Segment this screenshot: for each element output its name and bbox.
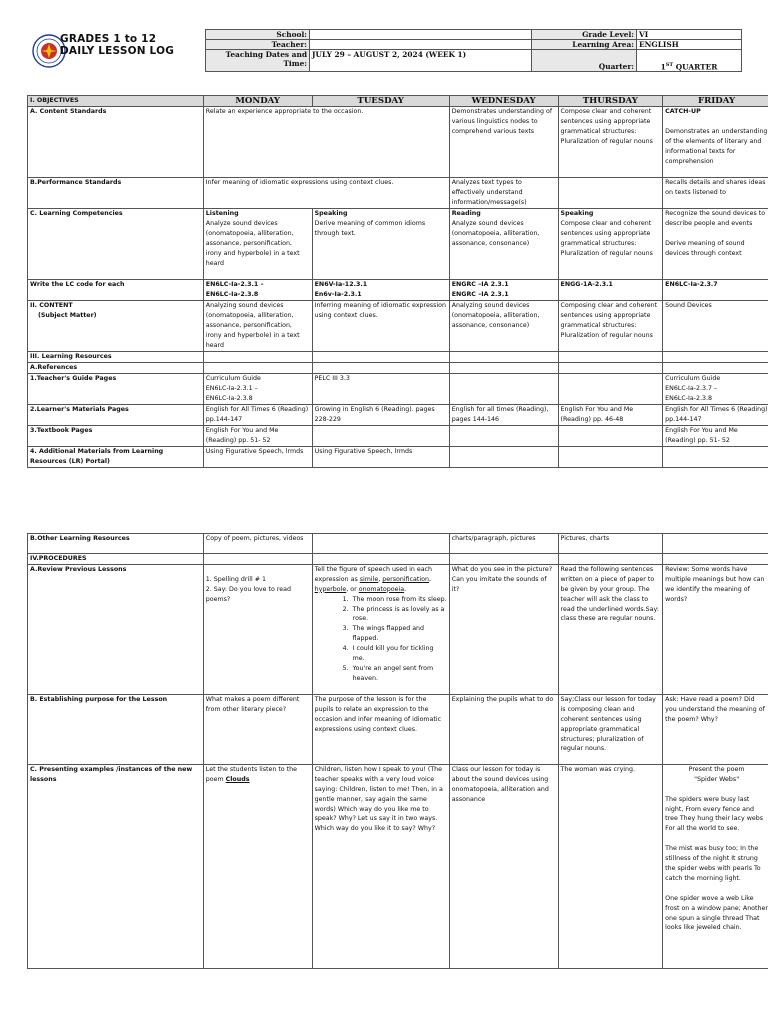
cell-monday	[203, 209, 312, 280]
title-line-1: GRADES 1 to 12	[60, 33, 157, 45]
cell-monday: Copy of poem, pictures, videos	[203, 534, 312, 554]
day-thursday: THURSDAY	[558, 96, 663, 107]
cell-thursday: Say;Class our lesson for today is composing clean and coherent sentences using appropriate grammatical structures; pluralization of regular nouns.	[558, 694, 663, 764]
list-item: 2. The princess is as lovely as a rose.	[351, 605, 447, 625]
school-field[interactable]	[310, 30, 532, 40]
cell-tuesday: Children, listen how I speak to you! (The teacher speaks with a very loud voice saying: Children, listen to me! Then, in a gentle manner, say again the same words) Which way do you like me to speak? Why? Let us say it in two ways. Which way do you like it to say? Why?	[312, 764, 449, 968]
cell-friday: Review: Some words have multiple meanings but how can we identify the meaning of words?	[663, 564, 768, 694]
cell-thursday: Compose clear and coherent sentences using appropriate grammatical structures: Pluralization of regular nouns	[558, 107, 663, 178]
row-label: 4. Additional Materials from Learning Resources (LR) Portal)	[28, 446, 204, 467]
cell-monday: Analyzing sound devices (onomatopoeia, alliteration, assonance, personification, irony and hyperbole) in a text heard	[203, 301, 312, 352]
cell-wednesday: What do you see in the picture? Can you imitate the sounds of it?	[449, 564, 558, 694]
figure-of-speech-list	[315, 595, 447, 684]
friday-competency-1: Recognize the sound devices to describe people and events	[665, 210, 766, 227]
table-row	[28, 446, 768, 467]
cell-wednesday: Analyzing sound devices (onomatopoeia, alliteration, assonance, consonance)	[449, 301, 558, 352]
table-row	[28, 564, 768, 694]
cell-wednesday	[449, 373, 558, 404]
cell-friday: Curriculum Guide EN6LC-Ia-2.3.7 – EN6LC-Ia-2.3.8	[663, 373, 768, 404]
cell-wednesday: ENGRC –IA 2.3.1 ENGRC –IA 2.3.1	[449, 280, 558, 301]
table-row	[28, 301, 768, 352]
row-label: 3.Textbook Pages	[28, 425, 204, 446]
cell-tuesday: EN6V-Ia-12.3.1 En6v-Ia-2.3.1	[312, 280, 449, 301]
table-row	[28, 352, 768, 363]
table-row	[28, 534, 768, 554]
day-wednesday: WEDNESDAY	[449, 96, 558, 107]
row-label: IV.PROCEDURES	[28, 554, 204, 565]
table-row	[28, 425, 768, 446]
table-row	[28, 209, 768, 280]
cell-thursday: Read the following sentences written on a piece of paper to be given by your group. The teacher will ask the class to read the underlined words.Say: class these are regular nouns.	[558, 564, 663, 694]
cell-tuesday	[312, 425, 449, 446]
table-row	[28, 107, 768, 178]
table-row	[28, 280, 768, 301]
cell-friday: EN6LC-Ia-2.3.7	[663, 280, 768, 301]
cell-thursday: The woman was crying.	[558, 764, 663, 968]
cell-monday	[203, 564, 312, 694]
day-monday: MONDAY	[203, 96, 312, 107]
review-question: 2. Say: Do you love to read poems?	[205, 585, 292, 603]
poem-stanza-2: The mist was busy too; In the stillness of the night It strung the spider webs with pearls To catch the morning light.	[665, 845, 761, 882]
row-label: 1.Teacher's Guide Pages	[28, 373, 204, 404]
thursday-competency: Compose clear and coherent sentences using appropriate grammatical structures: Pluralization of regular nouns	[560, 219, 653, 257]
cell-friday: English For You and Me (Reading) pp. 51- 52	[663, 425, 768, 446]
cell-wednesday	[449, 446, 558, 467]
table-row	[28, 178, 768, 209]
cell-thursday	[558, 446, 663, 467]
friday-competency-2: Derive meaning of sound devices through context	[665, 239, 745, 257]
row-label: B.Performance Standards	[28, 178, 204, 209]
table-row	[28, 764, 768, 968]
table-row	[28, 694, 768, 764]
cell-friday: Sound Devices	[663, 301, 768, 352]
teaching-dates-field[interactable]: JULY 29 – AUGUST 2, 2024 (WEEK 1)	[310, 50, 532, 72]
row-label: A.Review Previous Lessons	[28, 564, 204, 694]
day-header-row	[28, 96, 768, 107]
day-tuesday: TUESDAY	[312, 96, 449, 107]
cell-thursday: Composing clear and coherent sentences using appropriate grammatical structures: Pluralization of regular nouns	[558, 301, 663, 352]
cell-wednesday	[449, 209, 558, 280]
spelling-drill: 1. Spelling drill # 1	[205, 575, 267, 583]
teacher-label: Teacher:	[206, 40, 310, 50]
cell-monday-tuesday: Infer meaning of idiomatic expressions using context clues.	[203, 178, 449, 209]
cell-tuesday: Growing in English 6 (Reading). pages 228-229	[312, 404, 449, 425]
cell-tuesday: The purpose of the lesson is for the pupils to relate an expression to the occasion and infer meaning of idiomatic expressions using context clues.	[312, 694, 449, 764]
row-label: C. Presenting examples /instances of the new lessons	[28, 764, 204, 968]
quarter-field[interactable]: 1ST QUARTER	[637, 50, 742, 72]
cell-monday: Using Figurative Speech, lrmds	[203, 446, 312, 467]
cell-friday	[663, 209, 768, 280]
poem-title-clouds: Clouds	[225, 775, 250, 783]
grade-level-field[interactable]: VI	[637, 30, 742, 40]
lesson-log-header	[27, 29, 739, 75]
learning-area-label: Learning Area:	[532, 40, 637, 50]
cell-friday	[663, 107, 768, 178]
cell-friday: English for All Times 6 (Reading) pp.144-147	[663, 404, 768, 425]
cell-tuesday: PELC III 3.3	[312, 373, 449, 404]
cell-friday	[663, 446, 768, 467]
cell-monday: Curriculum Guide EN6LC-Ia-2.3.1 – EN6LC-Ia-2.3.8	[203, 373, 312, 404]
cell-monday: Let the students listen to the poem Clouds	[203, 764, 312, 968]
teaching-dates-label: Teaching Dates and Time:	[206, 50, 310, 72]
poem-title-spider-webs: "Spider Webs"	[694, 775, 740, 783]
cell-thursday	[558, 373, 663, 404]
tuesday-competency: Derive meaning of common idioms through text.	[314, 219, 426, 237]
row-label: A. Content Standards	[28, 107, 204, 178]
cell-thursday: Pictures, charts	[558, 534, 663, 554]
poem-intro: Present the poem	[688, 765, 745, 773]
cell-monday: English for All Times 6 (Reading) pp.144-147	[203, 404, 312, 425]
cell-wednesday: charts/paragraph, pictures	[449, 534, 558, 554]
row-label: 2.Learner's Materials Pages	[28, 404, 204, 425]
cell-tuesday: Tell the figure of speech used in each expression as simile, personification, hyperbole, or onomatopoeia. 1. The moon rose from its sleep. 2. The princess is as lovely as a rose. 3. The wings flapped and flapped. 4. I could kill you for tickling me. 5. You're an angel sent from heaven.	[312, 564, 449, 694]
cell-tuesday	[312, 534, 449, 554]
cell-tuesday: Inferring meaning of idiomatic expression using context clues.	[312, 301, 449, 352]
cell-friday: Recalls details and shares ideas on texts listened to	[663, 178, 768, 209]
table-row	[28, 362, 768, 373]
row-label: Write the LC code for each	[28, 280, 204, 301]
cell-monday-tuesday: Relate an experience appropriate to the occasion.	[203, 107, 449, 178]
school-label: School:	[206, 30, 310, 40]
cell-thursday: ENGG-1A-2.3.1	[558, 280, 663, 301]
row-label: A.References	[28, 362, 204, 373]
cell-friday	[663, 534, 768, 554]
row-label: C. Learning Competencies	[28, 209, 204, 280]
cell-wednesday: Class our lesson for today is about the sound devices using onomatopoeia, alliteration and assonance	[449, 764, 558, 968]
objectives-heading: I. OBJECTIVES	[28, 96, 204, 107]
cell-thursday	[558, 425, 663, 446]
table-row	[28, 373, 768, 404]
grade-level-label: Grade Level:	[532, 30, 637, 40]
cell-wednesday: Explaining the pupils what to do	[449, 694, 558, 764]
list-item: 3. The wings flapped and flapped.	[351, 624, 447, 644]
cell-tuesday: Using Figurative Speech, lrmds	[312, 446, 449, 467]
speaking-heading: Speaking	[314, 210, 348, 217]
row-label: B.Other Learning Resources	[28, 534, 204, 554]
cell-monday: EN6LC-Ia-2.3.1 – EN6LC-Ia-2.3.8	[203, 280, 312, 301]
list-item: 5. You're an angel sent from heaven.	[351, 664, 447, 684]
reading-heading: Reading	[451, 210, 481, 217]
table-row	[28, 404, 768, 425]
cell-monday: What makes a poem different from other literary piece?	[203, 694, 312, 764]
day-friday: FRIDAY	[663, 96, 768, 107]
learning-area-field[interactable]: ENGLISH	[637, 40, 742, 50]
list-item: 4. I could kill you for tickling me.	[351, 644, 447, 664]
monday-competency: Analyze sound devices (onomatopoeia, alliteration, assonance, personification, irony and hyperbole) in a text heard	[205, 219, 300, 267]
poem-stanza-3: One spider wove a web Like frost on a window pane; Another one spun a single thread That looks like jeweled chain.	[665, 894, 768, 932]
table-row	[28, 554, 768, 565]
cell-wednesday: Demonstrates understanding of various linguistics nodes to comprehend various texts	[449, 107, 558, 178]
cell-thursday	[558, 209, 663, 280]
catch-up-heading: CATCH-UP	[665, 108, 701, 115]
teacher-field[interactable]	[310, 40, 532, 50]
row-label: B. Establishing purpose for the Lesson	[28, 694, 204, 764]
cell-tuesday	[312, 209, 449, 280]
friday-content-standard: Demonstrates an understanding of the elements of literary and informational texts for comprehension	[665, 127, 768, 165]
cell-thursday: English For You and Me (Reading) pp. 46-48	[558, 404, 663, 425]
listening-heading: Listening	[205, 210, 239, 217]
procedures-table	[27, 533, 768, 969]
wednesday-competency: Analyze sound devices (onomatopoeia, alliteration, assonance, consonance)	[451, 219, 540, 247]
cell-friday: Ask: Have read a poem? Did you understand the meaning of the poem? Why?	[663, 694, 768, 764]
cell-wednesday: Analyzes text types to effectively understand information/message(s)	[449, 178, 558, 209]
row-label: II. CONTENT (Subject Matter)	[28, 301, 204, 352]
speaking-heading: Speaking	[560, 210, 594, 217]
row-label: III. Learning Resources	[28, 352, 204, 363]
cell-monday: English For You and Me (Reading) pp. 51- 52	[203, 425, 312, 446]
list-item: 1. The moon rose from its sleep.	[351, 595, 447, 605]
cell-thursday	[558, 178, 663, 209]
header-info-table	[205, 29, 742, 72]
title-line-2: DAILY LESSON LOG	[60, 45, 175, 57]
quarter-label: Quarter:	[532, 50, 637, 72]
objectives-table	[27, 95, 768, 468]
cell-wednesday: English for all times (Reading), pages 144-146	[449, 404, 558, 425]
document-title	[60, 33, 174, 57]
cell-friday	[663, 764, 768, 968]
cell-wednesday	[449, 425, 558, 446]
poem-stanza-1: The spiders were busy last night, From every fence and tree They hung their lacy webs For all the world to see.	[665, 795, 764, 833]
